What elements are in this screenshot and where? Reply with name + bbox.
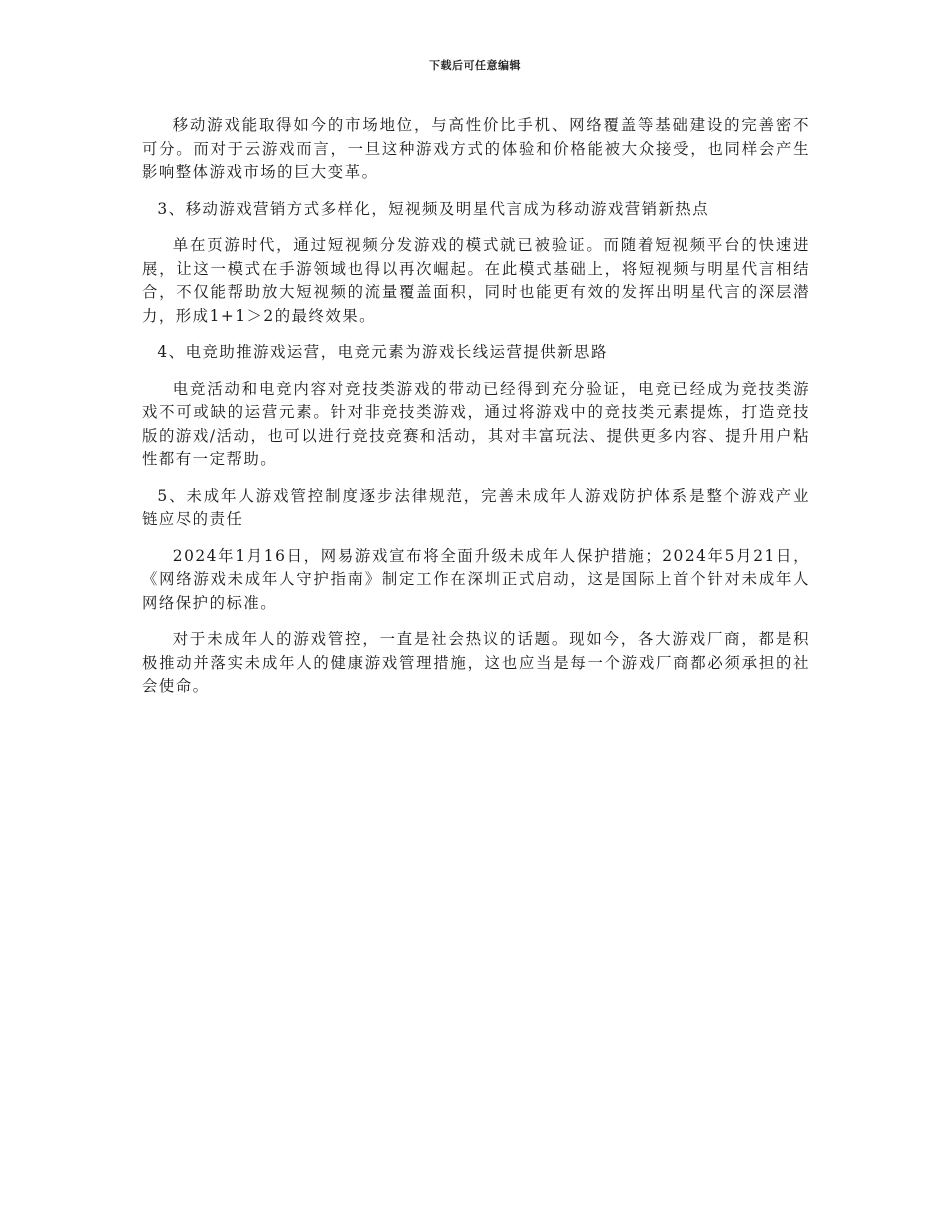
section-heading-5: 5、未成年人游戏管控制度逐步法律规范，完善未成年人游戏防护体系是整个游戏产业链应尽的责任 [142, 486, 810, 528]
paragraph: 2024年1月16日，网易游戏宣布将全面升级未成年人保护措施；2024年5月21日，《网络游戏未成年人守护指南》制定工作在深圳正式启动，这是国际上首个针对未成年人网络保护的标准。 [142, 546, 810, 612]
paragraph: 电竞活动和电竞内容对竞技类游戏的带动已经得到充分验证，电竞已经成为竞技类游戏不可或缺的运营元素。针对非竞技类游戏，通过将游戏中的竞技类元素提炼，打造竞技版的游戏/活动，也可以进行竞技竞赛和活动，其对丰富玩法、提供更多内容、提升用户粘性都有一定帮助。 [142, 379, 810, 468]
document-body [142, 114, 810, 712]
paragraph: 移动游戏能取得如今的市场地位，与高性价比手机、网络覆盖等基础建设的完善密不可分。而对于云游戏而言，一旦这种游戏方式的体验和价格能被大众接受，也同样会产生影响整体游戏市场的巨大变革。 [142, 116, 810, 181]
section-heading-3: 3、移动游戏营销方式多样化，短视频及明星代言成为移动游戏营销新热点 [157, 199, 710, 218]
page-header: 下载后可任意编辑 [429, 59, 521, 72]
paragraph: 单在页游时代，通过短视频分发游戏的模式就已被验证。而随着短视频平台的快速进展，让这一模式在手游领域也得以再次崛起。在此模式基础上，将短视频与明星代言相结合，不仅能帮助放大短视频的流量覆盖面积，同时也能更有效的发挥出明星代言的深层潜力，形成1+1＞2的最终效果。 [142, 236, 810, 325]
section-heading-4: 4、电竞助推游戏运营，电竞元素为游戏长线运营提供新思路 [157, 343, 608, 361]
paragraph: 对于未成年人的游戏管控，一直是社会热议的话题。现如今，各大游戏厂商，都是积极推动并落实未成年人的健康游戏管理措施，这也应当是每一个游戏厂商都必须承担的社会使命。 [142, 630, 810, 695]
